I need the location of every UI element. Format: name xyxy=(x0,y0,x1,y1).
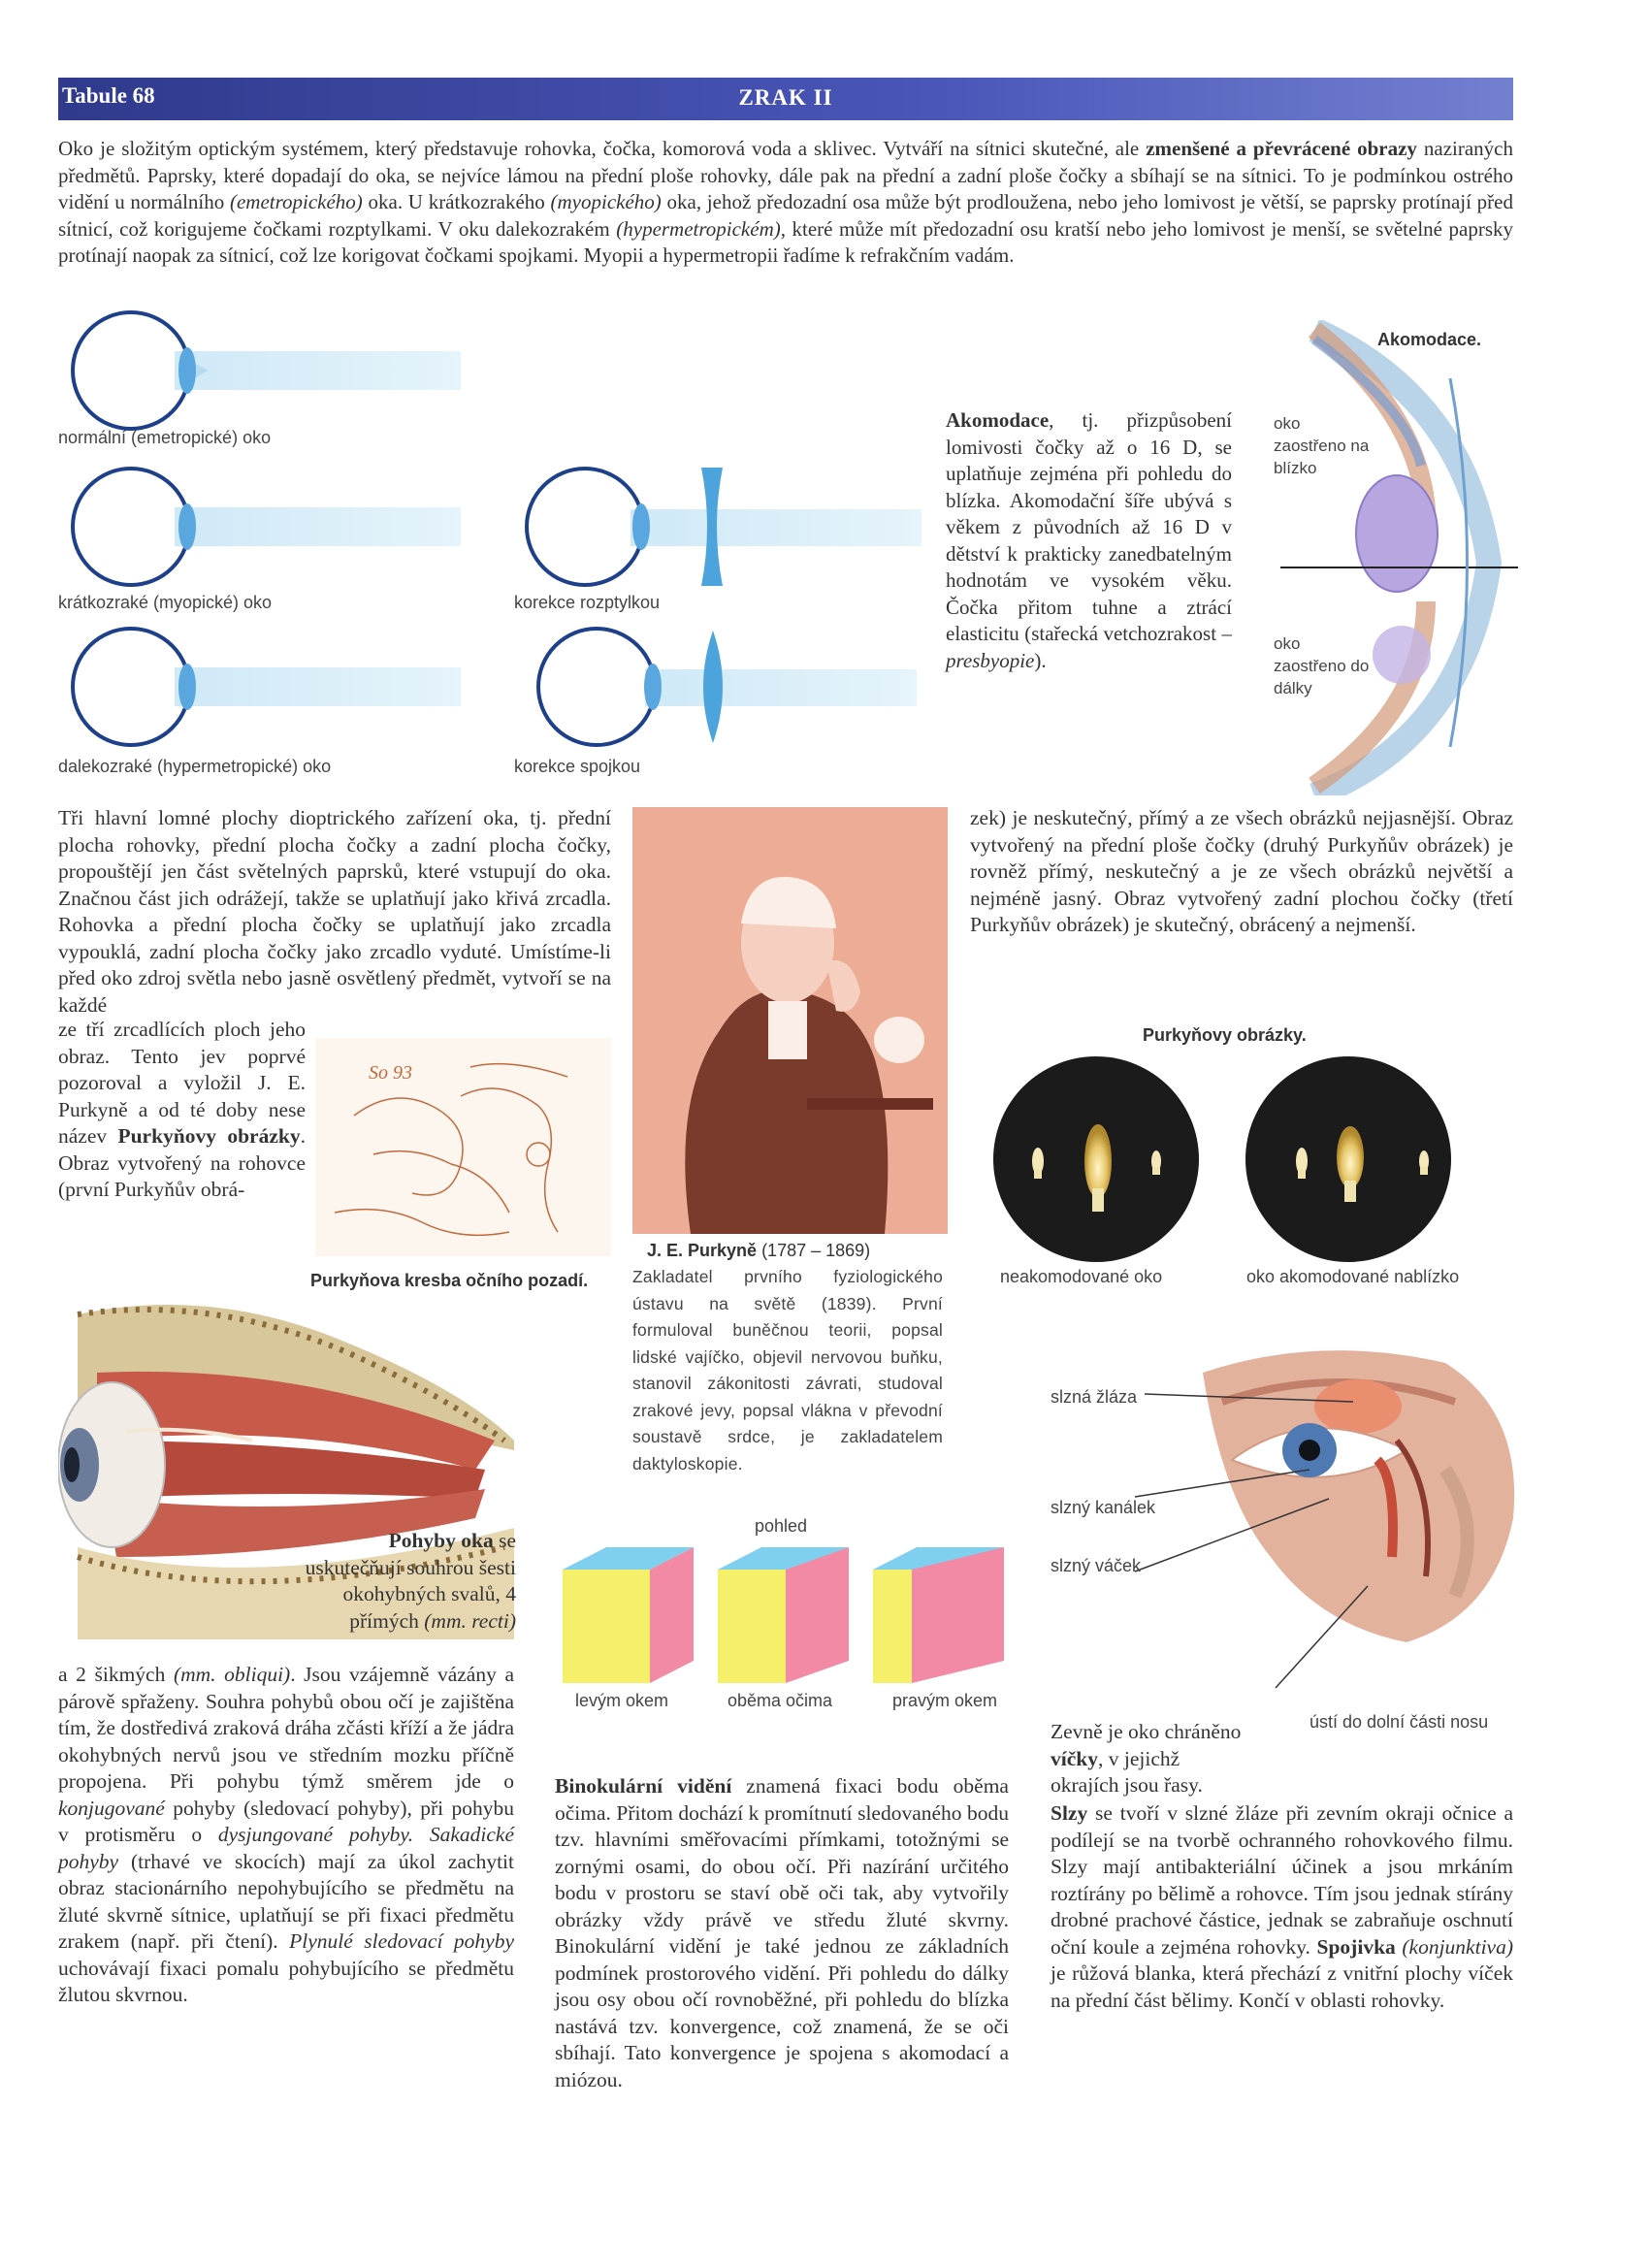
hyper-eye-diagram xyxy=(73,629,461,745)
right-eye-cube-label: pravým okem xyxy=(892,1691,998,1710)
hyper-correction-label: korekce spojkou xyxy=(514,757,641,776)
reflection-text-continued: zek) je neskutečný, přímý a ze všech obrázků nejjasnější. Obraz vytvořený na přední ploše čočky (druhý Purkyňův obrázek) je rovněž přímý, neskutečný a je ze všech obrázků největší a nejméně jasný. Obraz vytvořený zadní plochou čočky (třetí Purkyňův obrázek) je skutečný, obrácený a nejmenší. xyxy=(970,806,1513,936)
unaccommodated-label: neakomodované oko xyxy=(1000,1267,1163,1286)
hyper-eye-label: dalekozraké (hypermetropické) oko xyxy=(58,757,332,776)
intro-paragraph: Oko je složitým optickým systémem, který představuje rohovka, čočka, komorová voda a sklivec. Vytváří na sítnici skutečné, ale zmenšené a převrácené obrazy naziraných předmětů. Paprsky, které dopadají do oka, se nejvíce lámou na přední ploše rohovky, dále pak na přední a zadní ploše čočky a sbíhají se na sítnici. To je podmínkou ostrého vidění u normálního (emetropického) oka. U krátkozrakého (myopického) oka, jehož předozadní osa může být prodloužena, nebo jeho lomivost je větší, se paprsky protínají před sítnicí, což korigujeme čočkami rozptylkami. V oku dalekozrakém (hypermetropickém), které může mít předozadní osu kratší nebo jeho lomivost je menší, se světelné paprsky protínají naopak za sítnicí, což lze korigovat čočkami spojkami. Myopii a hypermetropii řadíme k refrakčním vadám. xyxy=(58,137,1514,267)
accommodation-fig-title: Akomodace. xyxy=(1377,330,1482,349)
myopic-correction-label: korekce rozptylkou xyxy=(514,593,661,612)
eye-movement-text: a 2 šikmých (mm. obliqui). Jsou vzájemně vázány a párově spřaženy. Souhra pohybů obou očí je zajištěna tím, že dostředivá zraková dráha zčásti kříží a že jádra okohybných nervů jsou ve středním mozku příčně propojena. Při pohybu týmž směrem jde o konjugované pohyby (sledovací pohyby), při pohybu v protisměru o dysjungované pohyby. Sakadické pohyby (trhavé ve skocích) mají za úkol zachytit obraz stacionárního nepohybujícího se předmětu na žluté skvrně sítnice, uplatňují se při fixaci předmětu zrakem (např. při čtení). Plynulé sledovací pohyby uchovávají fixaci pomalu pohybujícího se předmětu žlutou skvrnou. xyxy=(58,1663,514,2006)
lacrimal-sac-label: slzný váček xyxy=(1051,1556,1142,1575)
myopic-eye-diagram xyxy=(73,469,461,585)
myopic-eye-label: krátkozraké (myopické) oko xyxy=(58,593,273,612)
unaccommodated-eye-image xyxy=(993,1056,1199,1262)
lacrimal-text: Slzy se tvoří v slzné žláze při zevním okraji očnice a podílejí se na tvorbě ochranného rohovkového filmu. Slzy mají antibakteriální účinek a jsou mrkáním roztírány po bělimě a rohovce. Tím jsou jednak stírány drobné prachové částice, jednak se zabraňuje oschnutí oční koule a zejména rohovky. Spojivka (konjunktiva) je růžová blanka, která přechází z vnitřní plochy víček na přední část bělimy. Končí v oblasti rohovky. xyxy=(1051,1801,1513,2012)
accommodated-label: oko akomodované nablízko xyxy=(1246,1267,1460,1286)
fundus-sketch xyxy=(315,1038,611,1256)
normal-eye-diagram xyxy=(73,312,461,429)
both-eyes-cube xyxy=(718,1547,849,1683)
purkinje-fig-title: Purkyňovy obrázky. xyxy=(1143,1025,1307,1045)
reflection-text-narrow: ze tří zrcadlících ploch jeho obraz. Tento jev poprvé pozoroval a vyložil J. E. Purkyně a od té doby nese název Purkyňovy obrázky. Obraz vytvořený na rohovce (první Purkyňův obrá- xyxy=(58,1018,306,1201)
myopic-correction-diagram xyxy=(527,468,922,586)
accommodation-figure xyxy=(1261,320,1518,795)
eye-movement-heading-block: Pohyby oka se uskutečňují souhrou šesti okohybných svalů, 4 přímých (mm. recti) xyxy=(305,1529,516,1633)
left-eye-cube-label: levým okem xyxy=(575,1691,669,1710)
binocular-cubes xyxy=(558,1542,1014,1688)
fundus-sketch-caption: Purkyňova kresba očního pozadí. xyxy=(310,1271,589,1290)
page-header xyxy=(58,78,1513,120)
accommodated-eye-image xyxy=(1245,1056,1451,1262)
left-eye-cube xyxy=(563,1547,694,1683)
reflection-text-top: Tři hlavní lomné plochy dioptrického zařízení oka, tj. přední plocha rohovky, přední plocha čočky a zadní plocha čočky, propouštějí jen část světelných paprsků, které vstupují do oka. Značnou část jich odrážejí, takže se uplatňují jako křivá zrcadla. Rohovka a přední plocha čočky se uplatňují jako zrcadla vypouklá, zadní plocha čočky jako zrcadlo vyduté. Umístíme-li před oko zdroj světla nebo jasně osvětlený předmět, vytvoří se na každé xyxy=(58,806,611,1017)
tab-label: Tabule 68 xyxy=(62,83,155,108)
binocular-text: Binokulární vidění znamená fixaci bodu oběma očima. Přitom dochází k promítnutí sledovaného bodu tzv. hlavními směřovacími přímkami, totožnými se zornými osami, do obou očí. Při nazírání určitého bodu v prostoru se staví obě oči tak, aby vytvořily obrázky vždy právě ve středu žluté skvrny. Binokulární vidění je také jednou ze základních podmínek prostorového vidění. Při pohledu do dálky jsou osy obou očí rovnoběžné, při pohledu do blízka nastává tzv. konvergence, což znamená, že se oči sbíhají. Tato konvergence je spojena s akomodací a miózou. xyxy=(555,1774,1009,2091)
lacrimal-pointer-lines xyxy=(1106,1353,1416,1712)
portrait-caption: Zakladatel prvního fyziologického ústavu na světě (1839). První formuloval buněčnou teorii, popsal lidské vajíčko, objevil nervovou buňku, stanovil zákonitosti závrati, studoval zrakové jevy, popsal vlákna v převodní soustavě srdce, je zakladatelem daktyloskopie. xyxy=(632,1267,943,1474)
nasal-opening-label: ústí do dolní části nosu xyxy=(1310,1712,1489,1732)
purkyne-portrait xyxy=(632,807,948,1234)
lacrimal-canal-label: slzný kanálek xyxy=(1051,1498,1156,1517)
normal-eye-label: normální (emetropické) oko xyxy=(58,428,272,447)
eye-diagrams xyxy=(53,310,926,795)
page-title: ZRAK II xyxy=(738,85,833,110)
hyper-correction-diagram xyxy=(538,629,917,745)
both-eyes-cube-label: oběma očima xyxy=(728,1691,833,1710)
purkinje-images xyxy=(989,1053,1455,1266)
cubes-view-label: pohled xyxy=(755,1516,808,1536)
near-focus-label: oko zaostřeno na blízko xyxy=(1274,414,1370,477)
portrait-name: J. E. Purkyně (1787 – 1869) xyxy=(647,1241,871,1260)
right-eye-cube xyxy=(873,1547,1004,1683)
lacrimal-gland-label: slzná žláza xyxy=(1051,1387,1138,1407)
accommodation-text: Akomodace, tj. přizpůsobení lomivosti čočky až o 16 D, se uplatňuje zejména při pohledu do blízka. Akomodační šíře ubývá s věkem z původních až 16 D v dětství k prakticky zanedbatelným hodnotám ve vysokém věku. Čočka přitom tuhne a ztrácí elasticitu (stařecká vetchozrakost – presbyopie). xyxy=(946,408,1232,672)
lacrimal-text-narrow: Zevně je oko chráněno víčky, v jejichž okrajích jsou řasy. xyxy=(1051,1720,1242,1797)
sketch-signature: So 93 xyxy=(369,1062,412,1084)
far-focus-label: oko zaostřeno do dálky xyxy=(1274,634,1370,697)
